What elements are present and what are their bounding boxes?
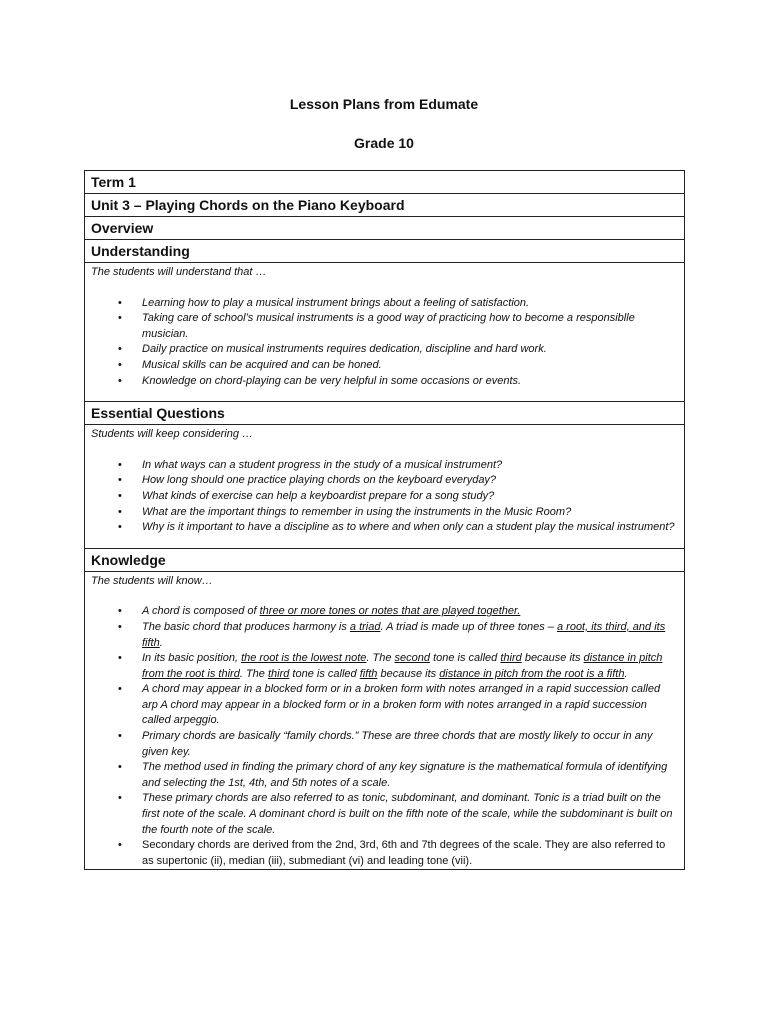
essential-questions-section [85,425,684,549]
knowledge-section [85,572,684,870]
grade-heading: Grade 10 [354,135,414,151]
knowledge-list [91,604,676,869]
list-item: • In what ways can a student progress in the study of a musical instrument? [142,458,676,474]
list-item-text: . The [366,652,395,665]
underlined-term: a triad [349,620,381,633]
underlined-term: fifth [359,667,378,680]
list-item-text: tone is called [430,652,501,665]
list-item-text: because its [521,652,584,665]
term-heading: Term 1 [85,171,684,194]
list-item-text: . The [239,667,268,680]
knowledge-heading: Knowledge [85,549,684,572]
knowledge-intro: The students will know… [91,574,213,587]
list-item-text: . A triad is made up of three tones – [380,620,557,633]
list-item: • Secondary chords are derived from the 2nd, 3rd, 6th and 7th degrees of the scale. They are also referred to as supertonic (ii), median (iii), submediant (vi) and leading tone (vii). [142,838,676,869]
list-item: • How long should one practice playing chords on the keyboard everyday? [142,473,676,489]
list-item: • A chord may appear in a blocked form or in a broken form with notes arranged in a rapid succession called arp A chord may appear in a blocked form or in a broken form with notes arranged in a rapid succession called arpeggio. [142,682,676,729]
underlined-term: distance in pitch from the root is a fifth [439,667,625,680]
underlined-term: a root, its third, and its fifth [142,620,666,649]
essential-questions-heading: Essential Questions [85,402,684,425]
underlined-term: second [394,652,431,665]
underlined-term: distance in pitch from the root is third [142,652,663,680]
understanding-list [91,296,676,390]
list-item: • These primary chords are also referred to as tonic, subdominant, and dominant. Tonic is a triad built on the first note of the scale. A dominant chord is built on the fifth note of the scale, while the subdominant is built on the fourth note of the scale. [142,791,676,838]
essential-questions-intro: Students will keep considering … [91,428,254,441]
list-item-text: because its [377,667,440,680]
overview-heading: Overview [85,217,684,240]
list-item [142,604,676,620]
list-item-text: The basic chord that produces harmony is [142,620,350,633]
list-item: • Knowledge on chord-playing can be very helpful in some occasions or events. [142,374,676,390]
list-item-text: . [624,667,628,680]
list-item: • Learning how to play a musical instrument brings about a feeling of satisfaction. [142,296,676,312]
understanding-intro: The students will understand that … [91,266,267,278]
unit-heading: Unit 3 – Playing Chords on the Piano Keyboard [85,194,684,217]
understanding-section [85,263,684,402]
understanding-heading: Understanding [85,240,684,263]
list-item [142,620,676,651]
list-item: • Daily practice on musical instruments requires dedication, discipline and hard work. [142,342,676,358]
essential-questions-list [91,458,676,536]
lesson-plan-table [84,170,685,870]
list-item-text: In its basic position, [142,652,242,665]
list-item [142,651,676,682]
list-item: • What are the important things to remember in using the instruments in the Music Room? [142,505,676,521]
list-item: • The method used in finding the primary chord of any key signature is the mathematical formula of identifying and selecting the 1st, 4th, and 5th notes of a scale. [142,760,676,791]
list-item: • Why is it important to have a discipline as to where and when only can a student play the musical instrument? [142,520,676,536]
list-item-text: A chord is composed of [142,605,260,618]
list-item: • Primary chords are basically “family chords.” These are three chords that are mostly likely to occur in any given key. [142,729,676,760]
list-item-text: tone is called [289,667,360,680]
underlined-term: the root is the lowest note [241,652,367,665]
document-title: Lesson Plans from Edumate [289,96,479,112]
list-item: • What kinds of exercise can help a keyboardist prepare for a song study? [142,489,676,505]
list-item-text: . [159,636,163,649]
underlined-term: three or more tones or notes that are played together. [259,605,521,618]
list-item: • Taking care of school’s musical instruments is a good way of practicing how to become a responsiblle musician. [142,311,676,342]
underlined-term: third [500,652,522,665]
underlined-term: third [267,667,290,680]
list-item: • Musical skills can be acquired and can be honed. [142,358,676,374]
